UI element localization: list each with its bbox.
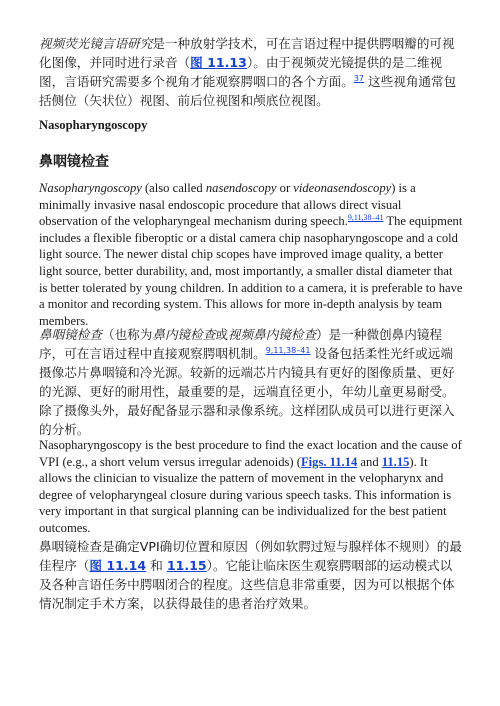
citation-link[interactable]: 37 bbox=[353, 73, 365, 83]
citation-link[interactable]: 9,11,38–41 bbox=[265, 345, 311, 355]
section-heading-zh: 鼻咽镜检查 bbox=[39, 154, 109, 170]
figure-link-11-14[interactable]: Figs. 11.14 bbox=[300, 454, 358, 469]
paragraph-vpi-zh: 鼻咽镜检查是确定VPI确切位置和原因（例如软腭过短与腺样体不规则）的最佳程序（图 11.14 和 11.15）。它能让临床医生观察腭咽部的运动模式以及各种言语任务中腭咽闭合的程度。这些信息非常重要，因为可以根据个体情况制定手术方案，以获得最佳的患者治疗效果。 bbox=[39, 539, 462, 611]
paragraph-nasopharyngoscopy-zh: 鼻咽镜检查（也称为鼻内镜检查或视频鼻内镜检查）是一种微创鼻内镜程序，可在言语过程中直接观察腭咽机制。$^{9,11,38-41}$ 设备包括柔性光纤或远端摄像芯片鼻咽镜和冷光源。较新的远端芯片内镜具有更好的图像质量、更好的光源、更好的耐用性，最重要的是，远端直径更小，年幼儿童更易耐受。除了摄像头外，最好配备显示器和录像系统。这样团队成员可以进行更深入的分析。 bbox=[39, 327, 455, 437]
term-italic: 鼻咽镜检查 bbox=[39, 327, 102, 342]
term-italic: Nasopharyngoscopy bbox=[39, 181, 142, 195]
citation-link[interactable]: 9,11,38–41 bbox=[347, 213, 384, 222]
figure-link-11-15[interactable]: 11.15 bbox=[166, 558, 207, 573]
paragraph-vpi-en: Nasopharyngoscopy is the best procedure to find the exact location and the cause of VPI (e.g., a short velum versus irregular adenoids) (Figs. 11.14 and 11.15). It allows the clinician to visualize the pattern of movement in the velopharynx and degree of velopharyngeal closure during various speech tasks. This information is very important in that surgical planning can be individualized for the best patient outcomes. bbox=[39, 438, 462, 535]
figure-link-11-13[interactable]: 图 11.13 bbox=[190, 55, 247, 70]
figure-link-11-15[interactable]: 11.15 bbox=[381, 454, 410, 469]
paragraph-nasopharyngoscopy-en: Nasopharyngoscopy (also called nasendoscopy or videonasendoscopy) is a minimally invasive nasal endoscopic procedure that allows direct visual observation of the velopharyngeal mechanism during speech.$^{9,11,38-41}$ The equipment includes a flexible fiberoptic or a distal camera chip nasopharyngoscope and a cold light source. The newer distal chip scopes have improved image quality, a better light source, better durability, and, most importantly, a smaller distal diameter that is better tolerated by young children. In addition to a camera, it is preferable to have a monitor and recording system. This allows for more in-depth analysis by team members. bbox=[39, 181, 463, 328]
paragraph-videofluoroscopy-zh: 视频荧光镜言语研究是一种放射学技术，可在言语过程中提供腭咽瓣的可视化图像，并同时进行录音（图 11.13）。由于视频荧光镜提供的是二维视图，言语研究需要多个视角才能观察腭咽口的各个方面。$^{37}$ 这些视角通常包括侧位（矢状位）视图、前后位视图和颅底位视图。 bbox=[39, 36, 457, 108]
section-heading-en: Nasopharyngoscopy bbox=[39, 118, 148, 132]
term-italic: 视频荧光镜言语研究 bbox=[39, 36, 153, 51]
figure-link-11-14[interactable]: 图 11.14 bbox=[89, 558, 147, 573]
